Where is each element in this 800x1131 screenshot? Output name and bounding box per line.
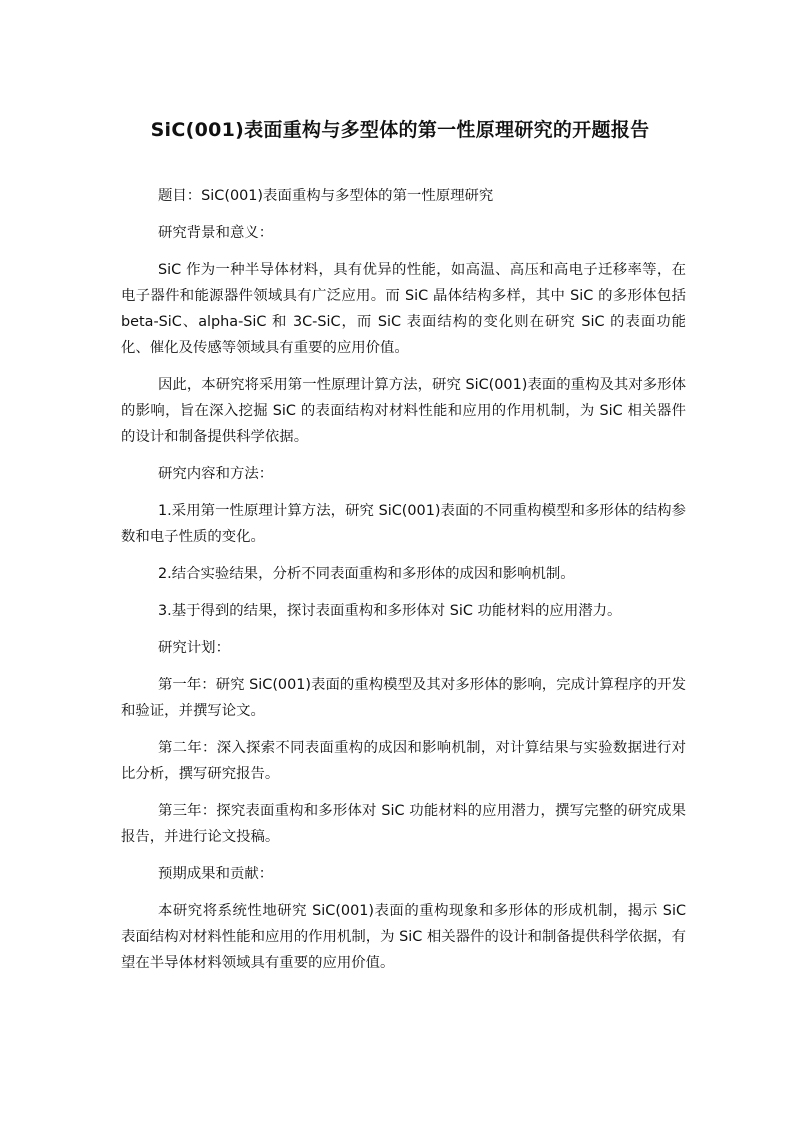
paragraph-topic: 题目：SiC(001)表面重构与多型体的第一性原理研究: [158, 188, 494, 204]
paragraph-background: SiC 作为一种半导体材料，具有优异的性能，如高温、高压和高电子迁移率等，在电子器件和能源器件领域具有广泛应用。而 SiC 晶体结构多样，其中 SiC 的多形体包括 beta-SiC、alpha-SiC 和 3C-SiC，而 SiC 表面结构的变化则在研究 SiC 的表面功能化、催化及传感等领域具有重要的应用价值。: [121, 262, 686, 356]
section-heading-plan: 研究计划：: [158, 640, 230, 656]
section-heading-outcomes: 预期成果和贡献：: [158, 866, 274, 882]
paragraph-method-3: 3.基于得到的结果，探讨表面重构和多形体对 SiC 功能材料的应用潜力。: [158, 603, 622, 619]
section-heading-methods: 研究内容和方法：: [158, 466, 274, 482]
section-heading-background: 研究背景和意义：: [158, 225, 274, 241]
document-title: SiC(001)表面重构与多型体的第一性原理研究的开题报告: [150, 119, 650, 141]
document-body: [121, 183, 686, 987]
paragraph-plan-year-2: 第二年：深入探索不同表面重构的成因和影响机制，对计算结果与实验数据进行对比分析，撰写研究报告。: [121, 740, 686, 782]
paragraph-purpose: 因此，本研究将采用第一性原理计算方法，研究 SiC(001)表面的重构及其对多形体的影响，旨在深入挖掘 SiC 的表面结构对材料性能和应用的作用机制，为 SiC 相关器件的设计和制备提供科学依据。: [121, 377, 686, 445]
paragraph-plan-year-1: 第一年：研究 SiC(001)表面的重构模型及其对多形体的影响，完成计算程序的开发和验证，并撰写论文。: [121, 677, 686, 719]
paragraph-method-1: 1.采用第一性原理计算方法，研究 SiC(001)表面的不同重构模型和多形体的结构参数和电子性质的变化。: [121, 503, 686, 545]
paragraph-method-2: 2.结合实验结果，分析不同表面重构和多形体的成因和影响机制。: [158, 566, 575, 582]
paragraph-outcomes: 本研究将系统性地研究 SiC(001)表面的重构现象和多形体的形成机制，揭示 SiC 表面结构对材料性能和应用的作用机制，为 SiC 相关器件的设计和制备提供科学依据，有望在半导体材料领域具有重要的应用价值。: [121, 903, 686, 971]
paragraph-plan-year-3: 第三年：探究表面重构和多形体对 SiC 功能材料的应用潜力，撰写完整的研究成果报告，并进行论文投稿。: [121, 803, 686, 845]
